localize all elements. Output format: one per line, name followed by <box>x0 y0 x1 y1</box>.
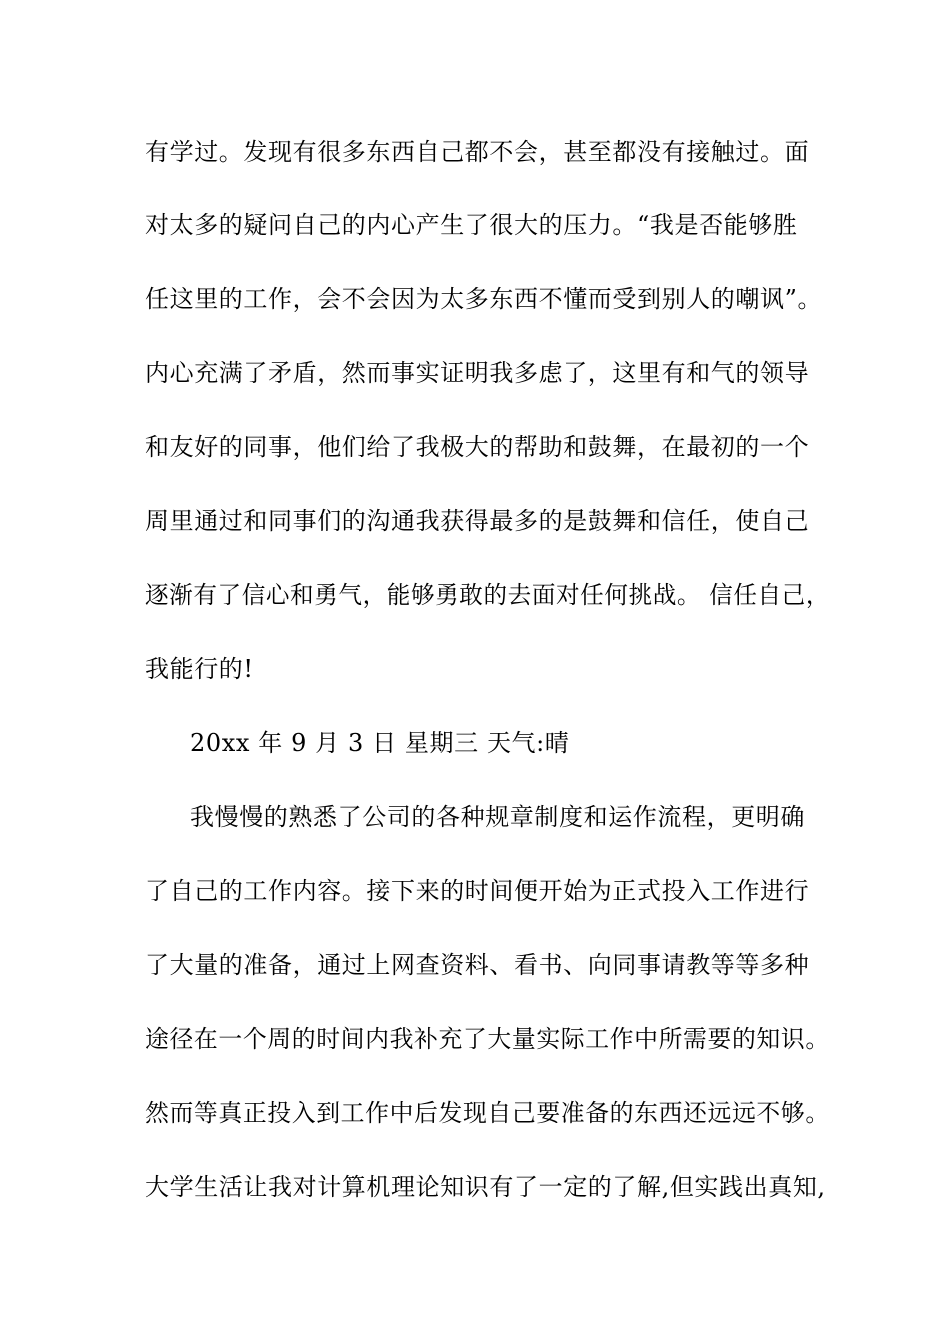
paragraph-line: 大学生活让我对计算机理论知识有了一定的了解,但实践出真知, <box>145 1173 826 1201</box>
paragraph-line: 内心充满了矛盾，然而事实证明我多虑了，这里有和气的领导 <box>145 359 810 387</box>
paragraph-line: 然而等真正投入到工作中后发现自己要准备的东西还远远不够。 <box>145 1099 830 1127</box>
paragraph-line: 了大量的准备，通过上网查资料、看书、向同事请教等等多种 <box>145 951 810 979</box>
paragraph-line: 任这里的工作，会不会因为太多东西不懂而受到别人的嘲讽”。 <box>145 285 823 313</box>
paragraph-line: 途径在一个周的时间内我补充了大量实际工作中所需要的知识。 <box>145 1025 830 1053</box>
paragraph-line: 对太多的疑问自己的内心产生了很大的压力。“我是否能够胜 <box>145 211 798 239</box>
paragraph-line: 和友好的同事，他们给了我极大的帮助和鼓舞，在最初的一个 <box>145 433 810 461</box>
paragraph-line: 我能行的! <box>145 655 254 683</box>
paragraph-line: 有学过。发现有很多东西自己都不会，甚至都没有接触过。面 <box>145 138 810 166</box>
paragraph-line: 了自己的工作内容。接下来的时间便开始为正式投入工作进行 <box>145 877 810 905</box>
paragraph-line: 周里通过和同事们的沟通我获得最多的是鼓舞和信任，使自己 <box>145 507 810 535</box>
paragraph-line: 逐渐有了信心和勇气，能够勇敢的去面对任何挑战。 信任自己， <box>145 581 831 609</box>
diary-date-heading: 20xx 年 9 月 3 日 星期三 天气:晴 <box>190 729 570 757</box>
paragraph-line: 我慢慢的熟悉了公司的各种规章制度和运作流程，更明确 <box>190 803 805 831</box>
